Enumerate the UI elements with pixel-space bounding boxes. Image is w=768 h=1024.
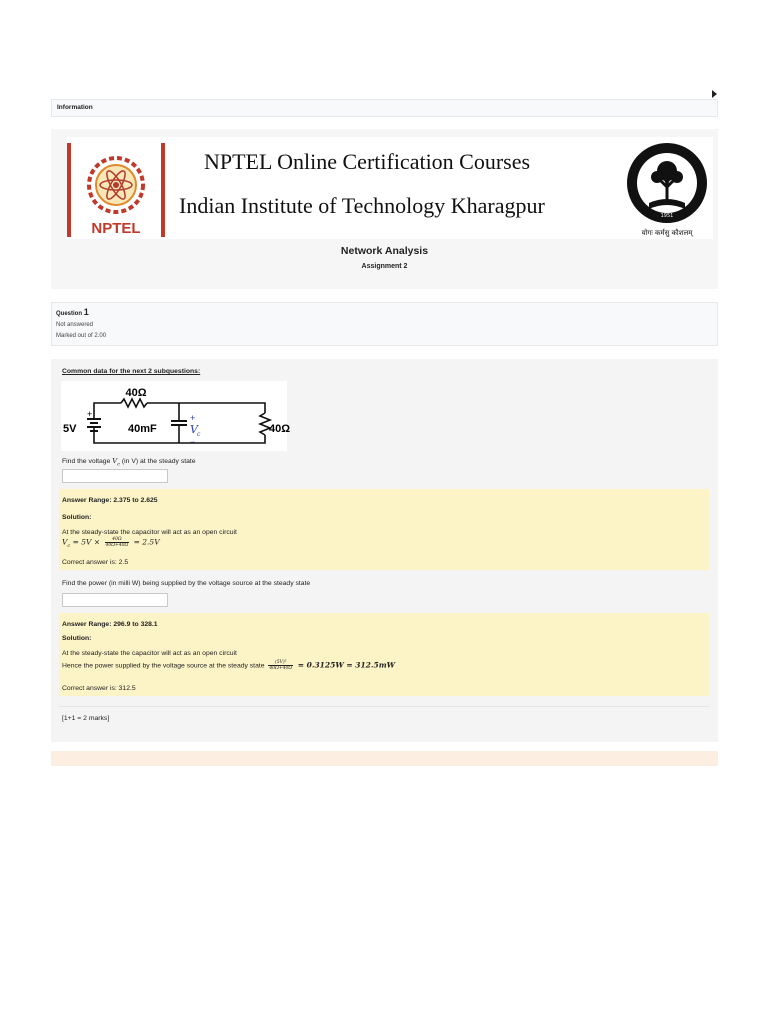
svg-text:+: + — [190, 413, 196, 423]
common-data-heading: Common data for the next 2 subquestions: — [62, 368, 201, 375]
q2-solution-text: At the steady-state the capacitor will act as an open circuit — [62, 650, 237, 657]
q1-correct-answer: Correct answer is: 2.5 — [62, 559, 129, 566]
next-section-bar — [51, 751, 718, 766]
question-status: Not answered — [56, 322, 94, 328]
circuit-diagram — [61, 381, 291, 451]
question-number: Question 1 — [56, 307, 89, 317]
banner-image — [67, 137, 713, 239]
nptel-logo-icon — [67, 143, 165, 237]
q2-power-equation: Hence the power supplied by the voltage source at the steady state $\frac{\text{(5V)²}}{40\Omega+40\Omega}$ = 0.3125W = 312.5mW — [62, 660, 396, 671]
divider — [59, 706, 709, 707]
q2-answer-input[interactable] — [62, 593, 168, 607]
svg-text:NPTEL: NPTEL — [91, 220, 141, 237]
course-banner-card — [51, 129, 718, 289]
svg-text:+: + — [87, 409, 93, 419]
question-info-panel — [51, 302, 718, 346]
svg-text:40Ω: 40Ω — [269, 423, 291, 435]
q1-equation: $V_c = 5V$ × $\frac{40\Omega}{40\Omega+40\Omega}$ = 2.5V — [62, 537, 160, 549]
information-header — [51, 99, 718, 117]
question-content — [51, 359, 718, 742]
information-label: Information — [57, 104, 93, 111]
q1-solution-label: Solution: — [62, 514, 92, 521]
collapse-arrow-icon[interactable] — [712, 90, 717, 98]
svg-text:1951: 1951 — [660, 213, 674, 219]
banner-line-1: NPTEL Online Certification Courses — [204, 149, 531, 174]
q1-prompt: Find the voltage $V_c$ (in V) at the steady state — [62, 457, 196, 468]
banner-line-2: Indian Institute of Technology Kharagpur — [179, 193, 545, 218]
iit-kharagpur-logo-icon — [623, 137, 711, 239]
q2-feedback — [59, 613, 709, 696]
q1-feedback — [59, 489, 709, 570]
svg-text:−: − — [190, 437, 196, 447]
svg-text:40mF: 40mF — [128, 423, 157, 435]
svg-text:c: c — [197, 431, 201, 438]
q2-prompt: Find the power (in milli W) being supplied by the voltage source at the steady state — [62, 580, 311, 587]
course-title: Network Analysis — [340, 245, 429, 257]
q1-solution-text: At the steady-state the capacitor will act as an open circuit — [62, 529, 237, 536]
q1-answer-range: Answer Range: 2.375 to 2.625 — [62, 497, 158, 504]
q2-solution-label: Solution: — [62, 635, 92, 642]
q2-answer-range: Answer Range: 296.9 to 328.1 — [62, 621, 158, 628]
q1-answer-input[interactable] — [62, 469, 168, 483]
svg-text:योगः कर्मसु कौशलम्: योगः कर्मसु कौशलम् — [641, 229, 693, 237]
svg-text:40Ω: 40Ω — [125, 387, 147, 399]
assignment-label: Assignment 2 — [361, 263, 408, 270]
marks-note: [1+1 = 2 marks] — [62, 715, 110, 722]
q2-correct-answer: Correct answer is: 312.5 — [62, 685, 136, 692]
svg-text:V: V — [190, 423, 198, 436]
svg-text:5V: 5V — [63, 423, 77, 435]
question-marks: Marked out of 2.00 — [56, 333, 107, 339]
